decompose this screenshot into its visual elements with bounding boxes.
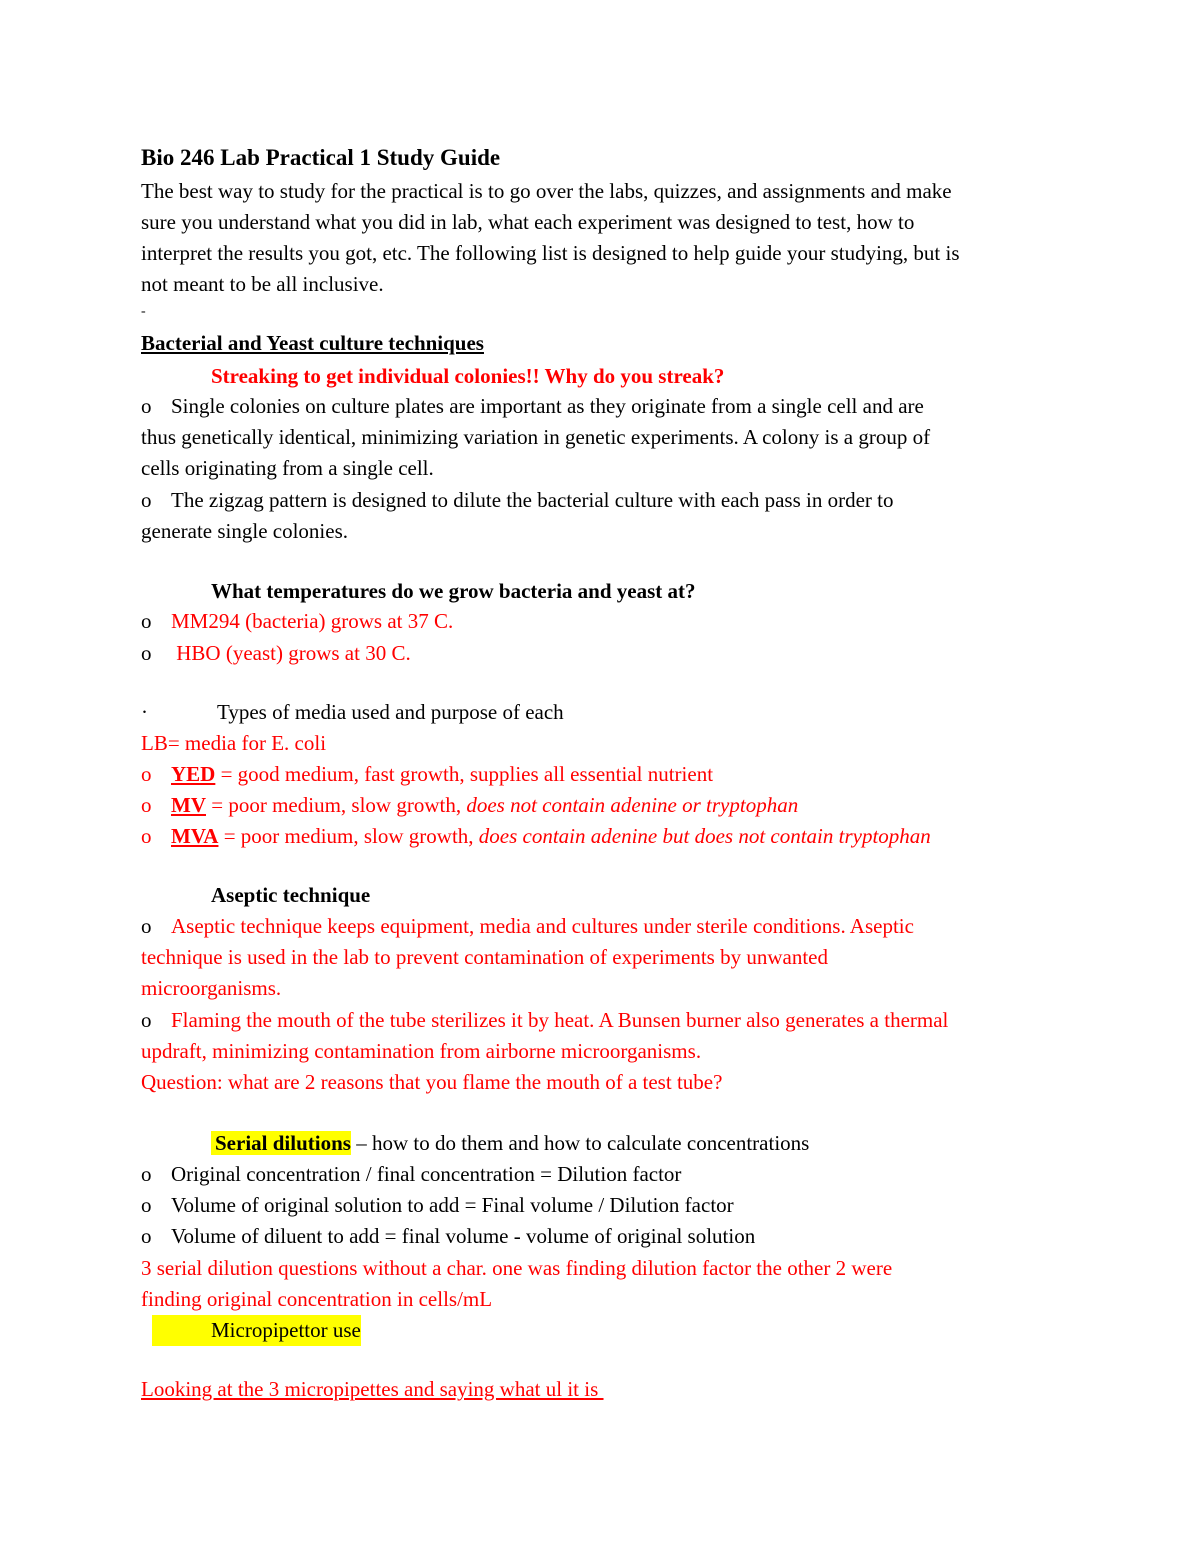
intro-line: The best way to study for the practical is to go over the labs, quizzes, and assignments and make xyxy=(141,179,952,203)
separator-dash: - xyxy=(141,304,146,319)
media-lb: LB= media for E. coli xyxy=(141,731,327,755)
micropipettor-note: Looking at the 3 micropipettes and saying what ul it is xyxy=(141,1377,604,1401)
bullet-marker: o xyxy=(141,1193,152,1217)
aseptic-point-1-cont: microorganisms. xyxy=(141,976,282,1000)
temperature-question: What temperatures do we grow bacteria and yeast at? xyxy=(211,579,696,603)
aseptic-point-2: o Flaming the mouth of the tube sterilizes it by heat. A Bunsen burner also generates a thermal xyxy=(141,1005,948,1036)
culture-point-2: o The zigzag pattern is designed to dilute the bacterial culture with each pass in order to xyxy=(141,485,894,516)
bullet-marker: o xyxy=(141,394,152,418)
serial-heading-line: Serial dilutions – how to do them and how to calculate concentrations xyxy=(211,1128,809,1159)
bullet-marker: o xyxy=(141,1224,152,1248)
culture-point-1-cont: thus genetically identical, minimizing variation in genetic experiments. A colony is a group of xyxy=(141,425,931,449)
media-heading: Types of media used and purpose of each xyxy=(217,700,564,724)
serial-formula-3: o Volume of diluent to add = final volume - volume of original solution xyxy=(141,1221,755,1252)
bullet-marker: o xyxy=(141,488,152,512)
bullet-marker: o xyxy=(141,1008,152,1032)
culture-point-2-cont: generate single colonies. xyxy=(141,519,349,543)
bullet-marker: o xyxy=(141,793,152,817)
culture-heading: Bacterial and Yeast culture techniques xyxy=(141,331,484,355)
media-yed: o YED = good medium, fast growth, supplies all essential nutrient xyxy=(141,759,713,790)
aseptic-question: Question: what are 2 reasons that you flame the mouth of a test tube? xyxy=(141,1070,723,1094)
bullet-marker: o xyxy=(141,914,152,938)
media-yed-name: YED xyxy=(171,762,216,786)
dot-bullet: · xyxy=(141,700,148,724)
bullet-marker: o xyxy=(141,824,152,848)
temperature-answer-1: o MM294 (bacteria) grows at 37 C. xyxy=(141,606,453,637)
media-mv-name: MV xyxy=(171,793,206,817)
bullet-marker: o xyxy=(141,762,152,786)
streak-question: Streaking to get individual colonies!! Why do you streak? xyxy=(211,364,725,388)
intro-line: sure you understand what you did in lab, what each experiment was designed to test, how to xyxy=(141,210,915,234)
serial-note-cont: finding original concentration in cells/mL xyxy=(141,1287,493,1311)
bullet-marker: o xyxy=(141,1162,152,1186)
micropipettor-heading-line xyxy=(152,1315,361,1346)
micropipettor-heading: Micropipettor use xyxy=(152,1315,361,1346)
media-mv: o MV = poor medium, slow growth, does not contain adenine or tryptophan xyxy=(141,790,798,821)
culture-point-1: o Single colonies on culture plates are important as they originate from a single cell and are xyxy=(141,391,924,422)
media-mva: o MVA = poor medium, slow growth, does contain adenine but does not contain tryptophan xyxy=(141,821,931,852)
temperature-answer-2: o HBO (yeast) grows at 30 C. xyxy=(141,638,411,669)
aseptic-point-1-cont: technique is used in the lab to prevent contamination of experiments by unwanted xyxy=(141,945,828,969)
serial-note: 3 serial dilution questions without a char. one was finding dilution factor the other 2 were xyxy=(141,1256,893,1280)
bullet-marker: o xyxy=(141,609,152,633)
aseptic-point-1: o Aseptic technique keeps equipment, media and cultures under sterile conditions. Aseptic xyxy=(141,911,914,942)
media-mva-name: MVA xyxy=(171,824,219,848)
serial-heading: Serial dilutions xyxy=(211,1131,351,1155)
media-heading-line xyxy=(141,697,564,728)
intro-line: interpret the results you got, etc. The following list is designed to help guide your studying, but is xyxy=(141,241,960,265)
serial-formula-1: o Original concentration / final concentration = Dilution factor xyxy=(141,1159,681,1190)
culture-point-1-cont: cells originating from a single cell. xyxy=(141,456,434,480)
aseptic-point-2-cont: updraft, minimizing contamination from airborne microorganisms. xyxy=(141,1039,702,1063)
serial-formula-2: o Volume of original solution to add = Final volume / Dilution factor xyxy=(141,1190,734,1221)
bullet-marker: o xyxy=(141,641,152,665)
aseptic-heading: Aseptic technique xyxy=(211,883,371,907)
intro-line: not meant to be all inclusive. xyxy=(141,272,384,296)
document-title: Bio 246 Lab Practical 1 Study Guide xyxy=(141,145,501,170)
